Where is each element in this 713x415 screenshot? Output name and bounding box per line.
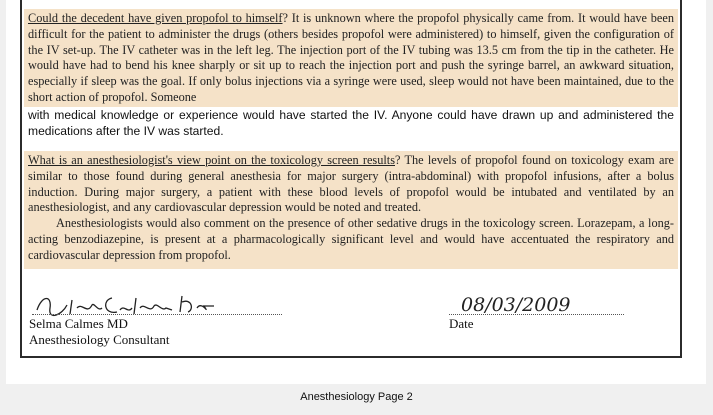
signer-name: Selma Calmes MD bbox=[29, 316, 128, 331]
date-line bbox=[449, 314, 624, 315]
highlighted-text bbox=[24, 9, 678, 107]
signer-title: Anesthesiology Consultant bbox=[29, 332, 170, 347]
signature-line bbox=[32, 314, 282, 315]
answer-text: ? It is unknown where the propofol physically came from. It would have been difficult for the patient to administer the drugs (others besides propofol were administered) to himself, given the configuration of the IV set-up. The IV catheter was in the left leg. The injection port of the IV tubing was 13.5 cm from the tip in the catheter. He would have had to bend his knee sharply or sit up to reach the injection port and push the syringe barrel, an awkward situation, especially if sleep was the goal. If only bolus injections via a syringe were used, sleep would not have been maintained, due to the short action of propofol. Someone bbox=[28, 11, 674, 104]
toxicology-answer: ? The levels of propofol found on toxicology exam are similar to those found during general anesthesia for major surgery (intra-abdominal) with propofol infusions, after a bolus induction. During major surgery, a patient with these blood levels of propofol would be intubated and ventilated by an anesthesiologist, and any cardiovascular depression would be noted and treated. bbox=[28, 153, 675, 215]
question-self-administration: Could the decedent have given propofol to himself bbox=[28, 11, 283, 25]
paragraph-self-administration bbox=[24, 9, 678, 139]
paragraph-toxicology bbox=[24, 151, 678, 269]
date-label: Date bbox=[449, 316, 474, 331]
plain-text: with medical knowledge or experience would have started the IV. Anyone could have drawn up and administered the medications after the IV was started. bbox=[28, 107, 674, 138]
toxicology-sedatives: Anesthesiologists would also comment on the presence of other sedative drugs in the toxicology screen. Lorazepam, a long-acting benzodiazepine, is present at a pharmacologically significant level and would have accentuated the respiratory and cardiovascular depression from propofol. bbox=[28, 216, 674, 262]
question-toxicology: What is an anesthesiologist's view point on the toxicology screen results bbox=[28, 153, 395, 167]
document-page bbox=[6, 0, 706, 384]
date-value: 08/03/2009 bbox=[461, 294, 571, 316]
page-footer: Anesthesiology Page 2 bbox=[300, 391, 413, 403]
